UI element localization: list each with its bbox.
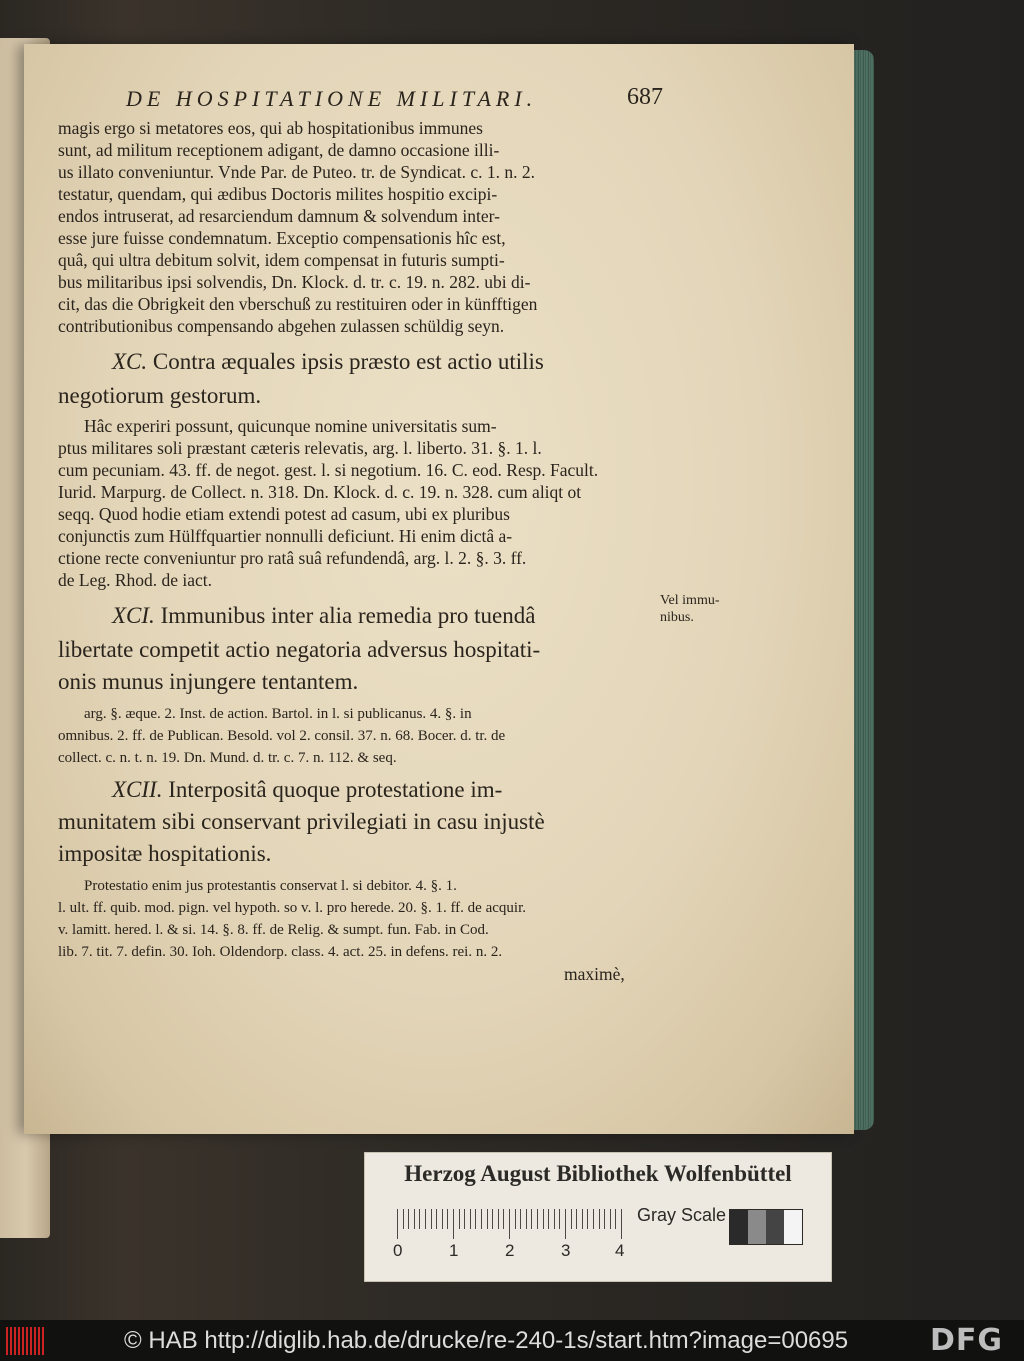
section-xcii-heading-cont: impositæ hospitationis. (58, 841, 272, 866)
margin-note-line: Vel immu- (660, 593, 720, 608)
ruler-tick (621, 1209, 622, 1239)
page-number: 687 (627, 84, 663, 110)
text-line: bus militaribus ipsi solvendis, Dn. Klock. d. tr. c. 19. n. 282. ubi di- (58, 272, 531, 292)
gray-swatch (766, 1210, 784, 1244)
text-line: l. ult. ff. quib. mod. pign. vel hypoth. so v. l. pro herede. 20. §. 1. ff. de acquir. (58, 900, 526, 916)
text-line: arg. §. æque. 2. Inst. de action. Bartol. in l. si publicanus. 4. §. in (84, 706, 472, 722)
ruler-tick (531, 1209, 532, 1229)
gray-swatch (730, 1210, 748, 1244)
ruler-tick (464, 1209, 465, 1229)
section-xci-heading (112, 602, 535, 630)
ruler-tick (459, 1209, 460, 1229)
ruler-tick (554, 1209, 555, 1229)
text-line: collect. c. n. t. n. 19. Dn. Mund. d. tr. c. 7. n. 112. & seq. (58, 750, 397, 766)
text-line: ctione recte conveniuntur pro ratâ suâ refundendâ, arg. l. 2. §. 3. ff. (58, 548, 527, 568)
ruler-tick (565, 1209, 566, 1239)
text-line: magis ergo si metatores eos, qui ab hospitationibus immunes (58, 118, 483, 138)
text-line: Iurid. Marpurg. de Collect. n. 318. Dn. Klock. d. c. 19. n. 328. cum aliqt ot (58, 482, 582, 502)
ruler-tick (509, 1209, 510, 1239)
text-line: esse jure fuisse condemnatum. Exceptio compensationis hîc est, (58, 228, 506, 248)
text-line: cum pecuniam. 43. ff. de negot. gest. l. si negotium. 16. C. eod. Resp. Facult. (58, 460, 599, 480)
ruler-number: 2 (505, 1241, 515, 1260)
ruler-tick (610, 1209, 611, 1229)
ruler-tick (498, 1209, 499, 1229)
ruler-number: 3 (561, 1241, 571, 1260)
text-line: cit, das die Obrigkeit den vberschuß zu restituiren oder in künfftigen (58, 294, 538, 314)
text-line: Hâc experiri possunt, quicunque nomine universitatis sum- (84, 416, 497, 436)
text-line: conjunctis zum Hülffquartier nonnulli deficiunt. Hi enim dictâ a- (58, 526, 513, 546)
ruler-number: 0 (393, 1241, 403, 1260)
text-line: endos intruserat, ad resarciendum damnum & solvendum inter- (58, 206, 500, 226)
running-head-title: DE HOSPITATIONE MILITARI. (126, 86, 538, 111)
section-xcii-heading (112, 776, 502, 804)
ruler-tick (548, 1209, 549, 1229)
text-line: us illato conveniuntur. Vnde Par. de Puteo. tr. de Syndicat. c. 1. n. 2. (58, 162, 535, 182)
section-numeral: XC. (112, 349, 148, 374)
section-xci-heading-cont: libertate competit actio negatoria adversus hospitati- (58, 637, 541, 662)
section-numeral: XCII. (112, 777, 163, 802)
ruler-tick (604, 1209, 605, 1229)
ruler-tick (599, 1209, 600, 1229)
text-line: seqq. Quod hodie etiam extendi potest ad casum, ubi ex pluribus (58, 504, 510, 524)
ruler-tick (587, 1209, 588, 1229)
running-head (118, 86, 663, 116)
ruler-tick (492, 1209, 493, 1229)
section-xci-heading-cont: onis munus injungere tentantem. (58, 669, 359, 694)
ruler-tick (487, 1209, 488, 1229)
ruler-tick (571, 1209, 572, 1229)
ruler-tick (593, 1209, 594, 1229)
ruler-tick (559, 1209, 560, 1229)
calibration-strip (364, 1152, 832, 1282)
text-line: ptus militares soli præstant cæteris relevatis, arg. l. liberto. 31. §. 1. l. (58, 438, 542, 458)
text-line: quâ, qui ultra debitum solvit, idem compensat in futuris sumpti- (58, 250, 505, 270)
margin-note-line: nibus. (660, 610, 694, 625)
ruler-number: 4 (615, 1241, 625, 1260)
ruler-tick (447, 1209, 448, 1229)
ruler-tick (431, 1209, 432, 1229)
ruler-tick (615, 1209, 616, 1229)
section-xc-heading (112, 348, 544, 376)
ruler-number: 1 (449, 1241, 459, 1260)
section-xcii-heading-cont: munitatem sibi conservant privilegiati in casu injustè (58, 809, 545, 834)
ruler-tick (470, 1209, 471, 1229)
text-line: contributionibus compensando abgehen zulassen schüldig seyn. (58, 316, 505, 336)
text-line: testatur, quendam, qui ædibus Doctoris milites hospitio excipi- (58, 184, 498, 204)
ruler-tick (419, 1209, 420, 1229)
hab-barcode-icon (6, 1327, 46, 1355)
ruler-tick (436, 1209, 437, 1229)
dfg-logo: DFG (930, 1323, 1004, 1358)
gray-swatch (748, 1210, 766, 1244)
ruler-tick (453, 1209, 454, 1239)
ruler-tick (582, 1209, 583, 1229)
text-line: omnibus. 2. ff. de Publican. Besold. vol 2. consil. 37. n. 68. Bocer. d. tr. de (58, 728, 506, 744)
measurement-ruler (397, 1209, 633, 1241)
catchword: maximè, (564, 964, 625, 984)
margin-note (660, 592, 740, 626)
section-numeral: XCI. (112, 603, 155, 628)
gray-scale-label: Gray Scale (637, 1205, 727, 1225)
section-xc-heading-cont: negotiorum gestorum. (58, 383, 262, 408)
institution-name: Herzog August Bibliothek Wolfenbüttel (404, 1161, 792, 1186)
text-line: Protestatio enim jus protestantis conservat l. si debitor. 4. §. 1. (84, 878, 457, 894)
ruler-tick (503, 1209, 504, 1229)
copyright-link[interactable]: © HAB http://diglib.hab.de/drucke/re-240-1s/start.htm?image=00695 (124, 1327, 849, 1354)
ruler-tick (425, 1209, 426, 1229)
ruler-tick (481, 1209, 482, 1229)
gray-swatch (784, 1210, 802, 1244)
text-line: v. lamitt. hered. l. & si. 14. §. 8. ff. de Relig. & sumpt. fun. Fab. in Cod. (58, 922, 489, 938)
heading-text: Immunibus inter alia remedia pro tuendâ (160, 603, 536, 628)
ruler-tick (526, 1209, 527, 1229)
ruler-tick (543, 1209, 544, 1229)
ruler-tick (520, 1209, 521, 1229)
heading-text: Interpositâ quoque protestatione im- (168, 777, 503, 802)
ruler-tick (403, 1209, 404, 1229)
text-line: de Leg. Rhod. de iact. (58, 570, 213, 590)
text-line: lib. 7. tit. 7. defin. 30. Ioh. Oldendorp. class. 4. act. 25. in defens. rei. n. 2. (58, 944, 503, 960)
gray-scale-swatches (729, 1209, 803, 1245)
ruler-tick (537, 1209, 538, 1229)
text-line: sunt, ad militum receptionem adigant, de damno occasione illi- (58, 140, 500, 160)
ruler-tick (397, 1209, 398, 1239)
ruler-tick (515, 1209, 516, 1229)
ruler-tick (442, 1209, 443, 1229)
ruler-tick (414, 1209, 415, 1229)
ruler-tick (576, 1209, 577, 1229)
heading-text: Contra æquales ipsis præsto est actio utilis (152, 349, 544, 374)
ruler-tick (475, 1209, 476, 1229)
ruler-tick (408, 1209, 409, 1229)
